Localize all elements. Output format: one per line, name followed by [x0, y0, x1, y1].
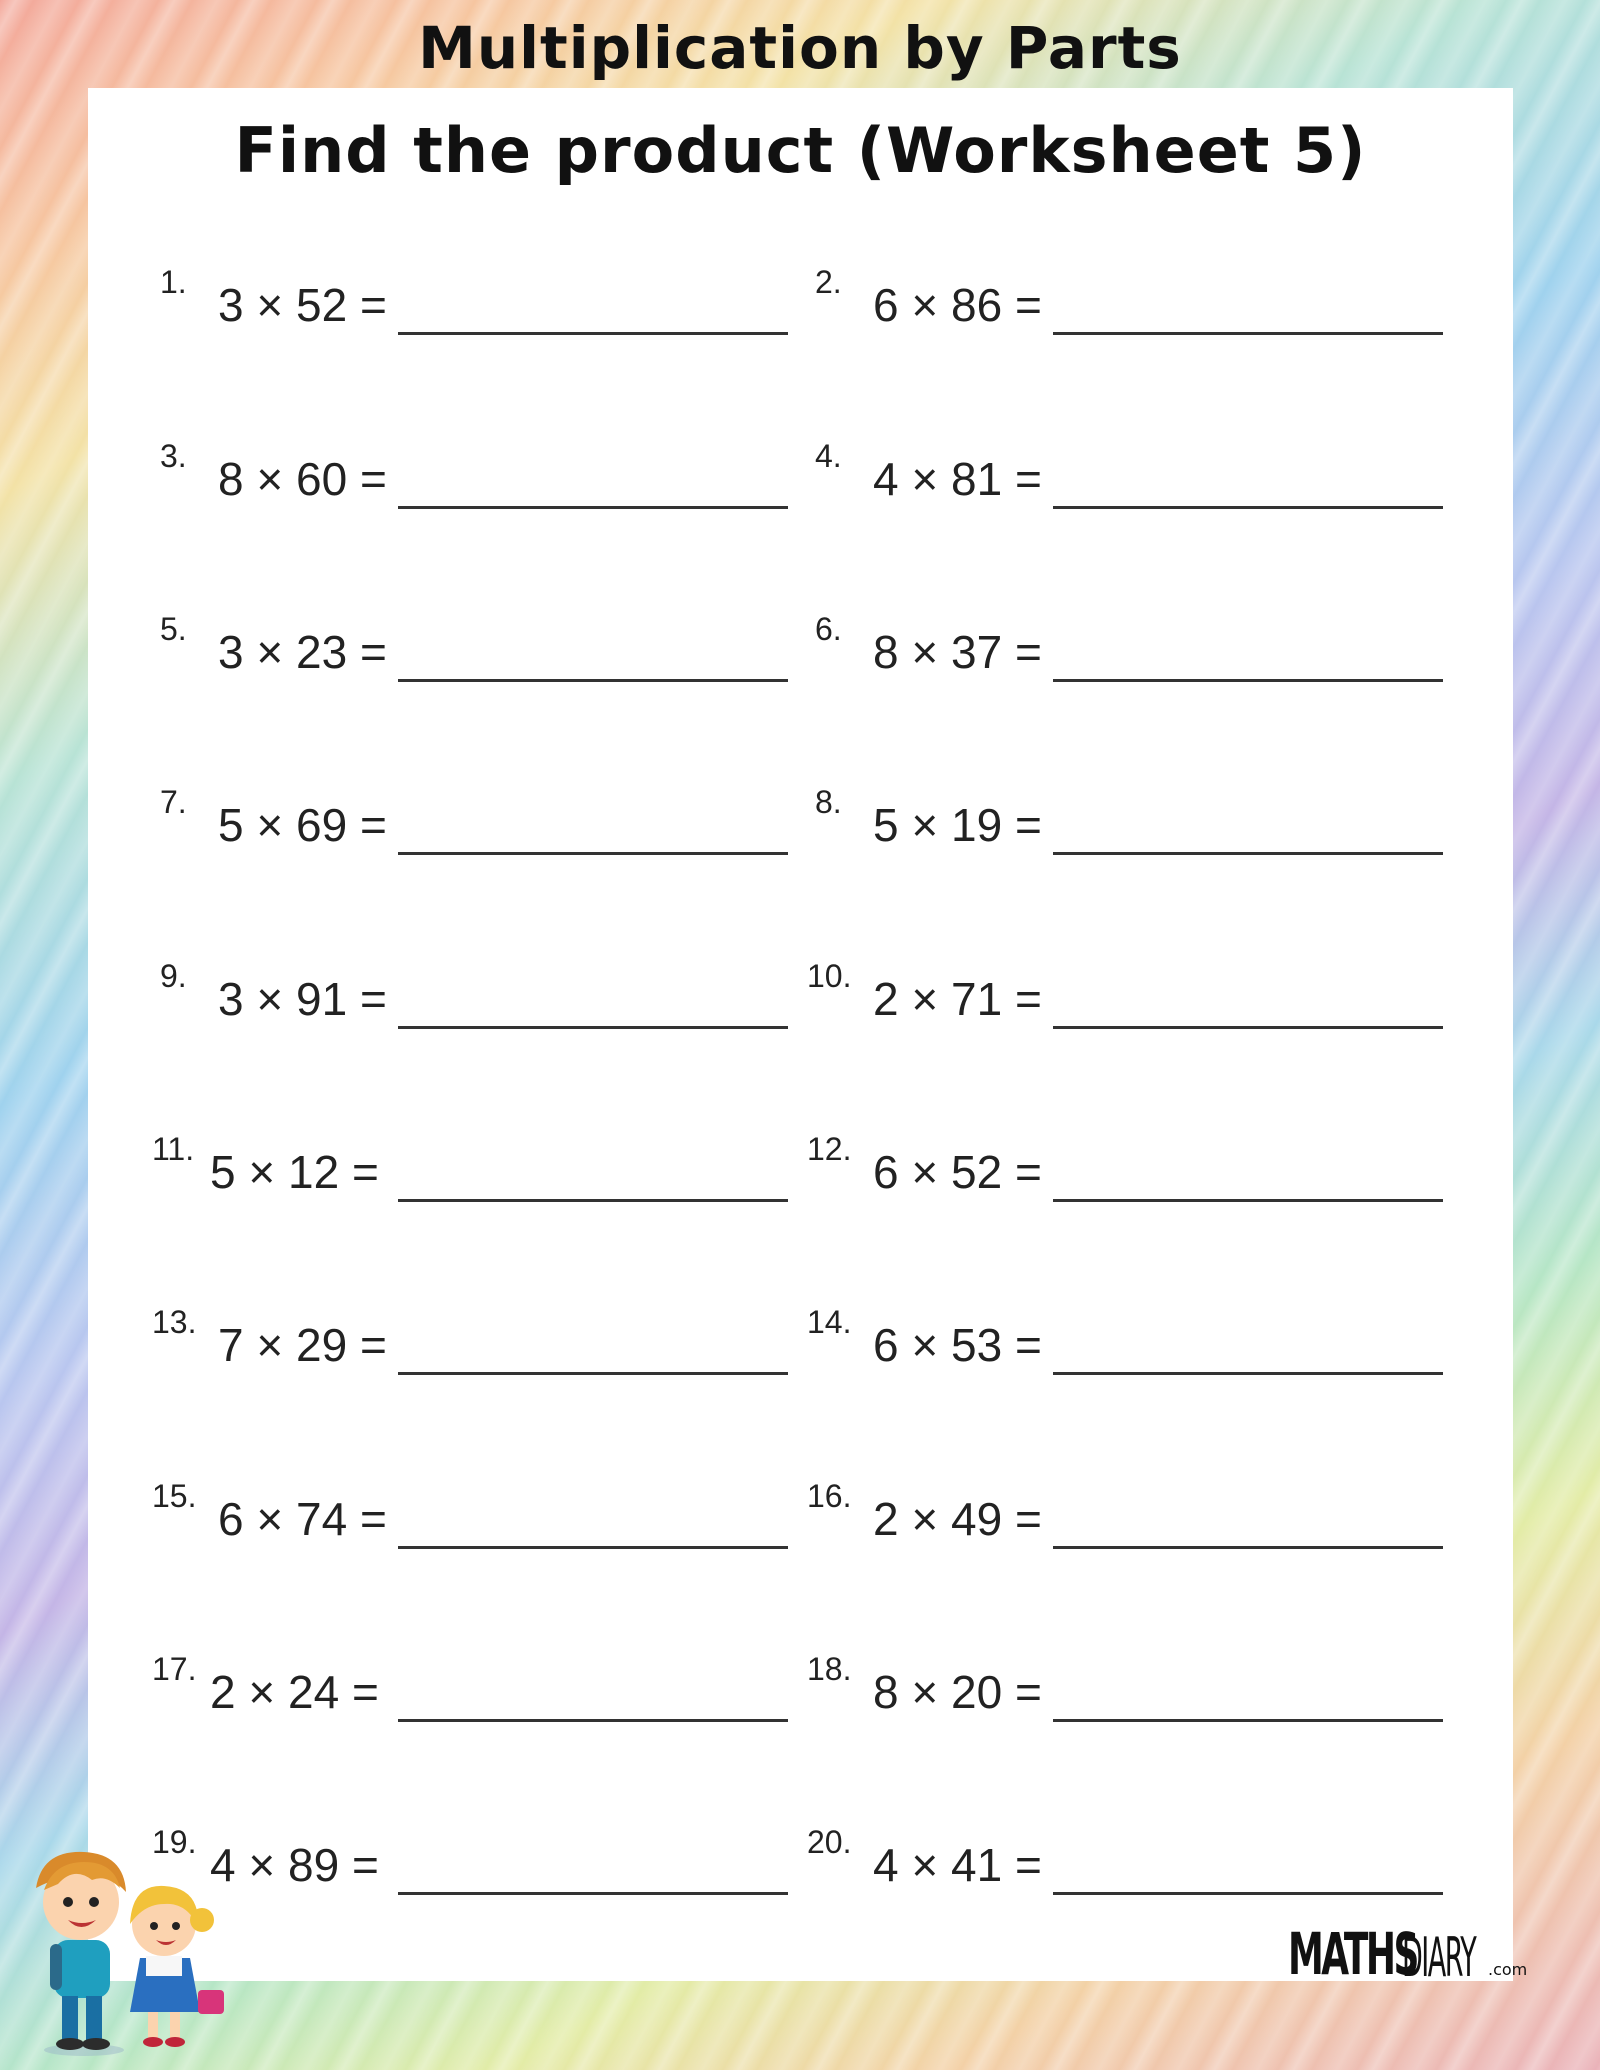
problem-expression: 2 × 71 = [873, 973, 1042, 1025]
answer-line[interactable] [1053, 679, 1443, 682]
problem-number: 18. [807, 1651, 852, 1687]
problem-expression: 4 × 41 = [873, 1839, 1042, 1891]
worksheet [88, 88, 1513, 1981]
problem-number: 3. [160, 438, 187, 474]
problem-9 [160, 958, 800, 1048]
mathsdiary-logo[interactable] [1288, 1920, 1528, 1989]
problem-expression: 8 × 60 = [218, 453, 387, 505]
problem-16 [807, 1478, 1447, 1568]
problem-number: 11. [152, 1131, 195, 1167]
problem-number: 10. [807, 958, 852, 994]
problem-number: 20. [807, 1824, 852, 1860]
problem-7 [160, 784, 800, 874]
answer-line[interactable] [1053, 1026, 1443, 1029]
problem-18 [807, 1651, 1447, 1741]
header-title: Multiplication by Parts [418, 14, 1182, 82]
problem-expression: 5 × 69 = [218, 799, 387, 851]
problem-number: 9. [160, 958, 187, 994]
problem-number: 16. [807, 1478, 852, 1514]
problem-expression: 7 × 29 = [218, 1319, 387, 1371]
answer-line[interactable] [1053, 1199, 1443, 1202]
problem-expression: 4 × 81 = [873, 453, 1042, 505]
answer-line[interactable] [1053, 332, 1443, 335]
problem-17 [152, 1651, 792, 1741]
problem-20 [807, 1824, 1447, 1914]
logo-com-text: .com [1488, 1960, 1528, 1979]
answer-line[interactable] [398, 1546, 788, 1549]
problem-expression: 6 × 86 = [873, 279, 1042, 331]
problem-expression: 4 × 89 = [210, 1839, 379, 1891]
problem-expression: 3 × 91 = [218, 973, 387, 1025]
answer-line[interactable] [398, 506, 788, 509]
problem-number: 8. [815, 784, 842, 820]
problem-14 [807, 1304, 1447, 1394]
answer-line[interactable] [398, 1372, 788, 1375]
problem-number: 7. [160, 784, 187, 820]
answer-line[interactable] [1053, 1546, 1443, 1549]
problem-15 [152, 1478, 792, 1568]
problem-number: 6. [815, 611, 842, 647]
answer-line[interactable] [1053, 1719, 1443, 1722]
problem-2 [815, 264, 1455, 354]
problem-expression: 6 × 52 = [873, 1146, 1042, 1198]
problem-expression: 3 × 52 = [218, 279, 387, 331]
problem-1 [160, 264, 800, 354]
answer-line[interactable] [1053, 506, 1443, 509]
problem-number: 1. [160, 264, 187, 300]
logo-diary-text: DIARY [1402, 1926, 1476, 1989]
answer-line[interactable] [1053, 852, 1443, 855]
problem-expression: 3 × 23 = [218, 626, 387, 678]
problem-expression: 5 × 12 = [210, 1146, 379, 1198]
answer-line[interactable] [398, 1892, 788, 1895]
problem-expression: 5 × 19 = [873, 799, 1042, 851]
problem-expression: 6 × 53 = [873, 1319, 1042, 1371]
problem-3 [160, 438, 800, 528]
answer-line[interactable] [398, 332, 788, 335]
problem-expression: 6 × 74 = [218, 1493, 387, 1545]
problem-expression: 8 × 20 = [873, 1666, 1042, 1718]
problem-8 [815, 784, 1455, 874]
problem-11 [152, 1131, 792, 1221]
problem-number: 17. [152, 1651, 197, 1687]
answer-line[interactable] [1053, 1892, 1443, 1895]
problem-19 [152, 1824, 792, 1914]
answer-line[interactable] [398, 852, 788, 855]
problem-6 [815, 611, 1455, 701]
problem-number: 5. [160, 611, 187, 647]
answer-line[interactable] [398, 679, 788, 682]
problem-number: 14. [807, 1304, 852, 1340]
answer-line[interactable] [1053, 1372, 1443, 1375]
answer-line[interactable] [398, 1199, 788, 1202]
answer-line[interactable] [398, 1026, 788, 1029]
kids-illustration [14, 1840, 234, 2060]
problem-12 [807, 1131, 1447, 1221]
problem-number: 13. [152, 1304, 197, 1340]
problem-4 [815, 438, 1455, 528]
problem-expression: 2 × 49 = [873, 1493, 1042, 1545]
problem-number: 19. [152, 1824, 197, 1860]
problem-5 [160, 611, 800, 701]
problem-number: 15. [152, 1478, 197, 1514]
problem-number: 2. [815, 264, 842, 300]
answer-line[interactable] [398, 1719, 788, 1722]
problem-13 [152, 1304, 792, 1394]
problem-expression: 2 × 24 = [210, 1666, 379, 1718]
problem-number: 4. [815, 438, 842, 474]
problem-10 [807, 958, 1447, 1048]
problem-expression: 8 × 37 = [873, 626, 1042, 678]
logo-maths-text: MATHS [1288, 1920, 1417, 1988]
problem-number: 12. [807, 1131, 852, 1167]
worksheet-title: Find the product (Worksheet 5) [234, 114, 1367, 187]
